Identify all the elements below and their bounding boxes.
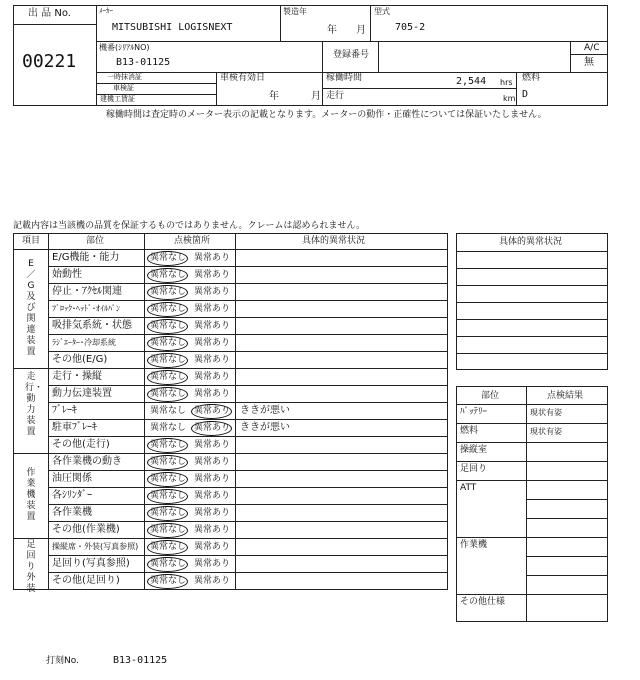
status-abnormal[interactable]: 異常あり (194, 542, 231, 552)
check-part-label: 足回り (460, 464, 488, 474)
group-label: 足回り外装 (26, 540, 36, 594)
mfg-year-unit-year: 年 (327, 25, 337, 36)
divider (322, 41, 323, 106)
row-part-label: その他(走行) (52, 439, 110, 450)
status-abnormal[interactable]: 異常あり (194, 304, 231, 314)
status-normal[interactable]: 異常なし (150, 253, 187, 263)
status-abnormal[interactable]: 異常あり (194, 491, 231, 501)
status-normal[interactable]: 異常なし (150, 372, 187, 382)
row-part-label: 走行・操縦 (52, 371, 102, 382)
row-part-label: 各作業機 (52, 507, 92, 518)
selected-normal-circle (147, 319, 188, 334)
divider (96, 5, 97, 106)
status-abnormal[interactable]: 異常あり (194, 389, 231, 399)
status-normal[interactable]: 異常なし (150, 508, 187, 518)
row-part-label: 各ｼﾘﾝﾀﾞｰ (52, 490, 92, 501)
divider (526, 499, 607, 500)
check-result-value: 現状有姿 (530, 427, 562, 436)
divider (526, 556, 607, 557)
table-row (48, 436, 448, 453)
row-part-label: E/G機能・能力 (52, 252, 120, 263)
selected-abnormal-circle (191, 421, 232, 436)
group-label: 走行・動力装置 (25, 372, 44, 437)
divider (457, 251, 607, 252)
selected-normal-circle (147, 574, 188, 589)
selected-normal-circle (147, 387, 188, 402)
divider (457, 461, 607, 462)
maker-value: MITSUBISHI LOGISNEXT (112, 22, 233, 33)
status-normal[interactable]: 異常なし (150, 287, 187, 297)
status-abnormal[interactable]: 異常あり (194, 457, 231, 467)
registration-no-label: 登録番号 (333, 50, 370, 60)
maker-label: ﾒｰｶｰ (99, 7, 113, 15)
divider (457, 302, 607, 303)
status-normal[interactable]: 異常なし (150, 457, 187, 467)
divider (457, 353, 607, 354)
fuel-value: D (522, 89, 529, 100)
distance-label: 走行 (326, 91, 345, 101)
row-part-label: ﾌﾞﾚｰｷ (52, 405, 77, 416)
mfg-year-unit-month: 月 (356, 25, 366, 36)
table-row (48, 470, 448, 487)
row-part-label: 吸排気系統・状態 (52, 320, 132, 331)
table-row (48, 402, 448, 419)
hours-unit: hrs (500, 78, 513, 87)
table-row (48, 351, 448, 368)
status-normal[interactable]: 異常なし (150, 406, 187, 416)
ac-value: 無 (584, 57, 594, 68)
divider (378, 41, 379, 72)
status-abnormal[interactable]: 異常あり (194, 355, 231, 365)
header-details: 具体的異常状況 (302, 236, 366, 246)
temp-cancel-cert-label: 一時抹消証 (107, 73, 142, 81)
divider (370, 5, 371, 41)
selected-normal-circle (147, 302, 188, 317)
divider (570, 54, 608, 55)
serial-value: B13-01125 (116, 57, 171, 68)
row-part-label: その他(作業機) (52, 524, 120, 535)
row-part-label: 足回り(写真参照) (52, 558, 130, 569)
selected-normal-circle (147, 336, 188, 351)
status-normal[interactable]: 異常なし (150, 389, 187, 399)
divider (280, 5, 281, 41)
mfg-year-label: 製造年 (283, 7, 307, 16)
inspection-table (13, 233, 448, 594)
selected-normal-circle (147, 489, 188, 504)
status-abnormal[interactable]: 異常あり (194, 321, 231, 331)
table-row (14, 538, 448, 555)
divider (526, 575, 607, 576)
right-header-result: 点検結果 (547, 391, 584, 401)
status-abnormal[interactable]: 異常あり (194, 474, 231, 484)
status-abnormal[interactable]: 異常あり (194, 372, 231, 382)
status-abnormal[interactable]: 異常あり (194, 525, 231, 535)
divider (457, 336, 607, 337)
check-part-label: その他仕様 (460, 597, 506, 607)
table-row (14, 453, 448, 470)
stamp-no-value: B13-01125 (113, 655, 168, 666)
selected-normal-circle (147, 268, 188, 283)
table-row (48, 419, 448, 436)
status-normal[interactable]: 異常なし (150, 355, 187, 365)
status-abnormal[interactable]: 異常あり (194, 559, 231, 569)
row-part-label: 油圧関係 (52, 473, 92, 484)
status-normal[interactable]: 異常なし (150, 474, 187, 484)
inspection-unit-year: 年 (269, 91, 279, 102)
status-normal[interactable]: 異常なし (150, 559, 187, 569)
row-detail: ききが悪い (240, 405, 290, 416)
selected-normal-circle (147, 251, 188, 266)
table-row (48, 266, 448, 283)
inspection-date-label: 車検有効日 (220, 73, 266, 83)
inspection-unit-month: 月 (311, 91, 321, 102)
row-part-label: 動力伝達装置 (52, 388, 112, 399)
table-row (48, 487, 448, 504)
right-abnormal-box (456, 233, 608, 370)
selected-normal-circle (147, 285, 188, 300)
selected-normal-circle (147, 472, 188, 487)
status-normal[interactable]: 異常なし (150, 542, 187, 552)
status-abnormal[interactable]: 異常あり (194, 253, 231, 263)
divider (457, 285, 607, 286)
status-normal[interactable]: 異常なし (150, 440, 187, 450)
row-part-label: 各作業機の動き (52, 456, 122, 467)
divider (457, 537, 607, 538)
divider (322, 88, 516, 89)
ac-label: A/C (584, 43, 600, 53)
row-part-label: 始動性 (52, 269, 82, 280)
stamp-no-label: 打刻No. (46, 656, 79, 666)
table-row (48, 283, 448, 300)
check-part-label: ATT (460, 483, 477, 493)
row-detail: ききが悪い (240, 422, 290, 433)
group-label: E／G及び関連装置 (26, 259, 36, 357)
table-row (48, 334, 448, 351)
operating-hours-label: 稼働時間 (326, 73, 363, 83)
right-abnormal-header: 具体的異常状況 (499, 237, 563, 247)
selected-normal-circle (147, 353, 188, 368)
table-row (48, 521, 448, 538)
table-row (48, 300, 448, 317)
status-abnormal[interactable]: 異常あり (194, 440, 231, 450)
table-row (48, 572, 448, 589)
selected-abnormal-circle (191, 404, 232, 419)
selected-normal-circle (147, 506, 188, 521)
check-result-value: 現状有姿 (530, 408, 562, 417)
status-normal[interactable]: 異常なし (150, 576, 187, 586)
selected-normal-circle (147, 540, 188, 555)
table-row (14, 249, 448, 266)
status-abnormal[interactable]: 異常あり (194, 270, 231, 280)
item-no-label: 出 品 No. (28, 8, 71, 19)
row-part-label: ﾌﾞﾛｯｸ･ﾍｯﾄﾞ･ｵｲﾙﾊﾟﾝ (52, 304, 120, 313)
status-normal[interactable]: 異常なし (150, 338, 187, 348)
disclaimer: 記載内容は当該機の品質を保証するものではありません。クレームは認められません。 (13, 221, 366, 231)
selected-normal-circle (147, 523, 188, 538)
vehicle-cert-label: 車検証 (113, 84, 134, 92)
check-part-label: 作業機 (460, 540, 488, 550)
status-normal[interactable]: 異常なし (150, 423, 187, 433)
status-normal[interactable]: 異常なし (150, 491, 187, 501)
distance-unit: km (503, 94, 516, 103)
status-abnormal[interactable]: 異常あり (194, 287, 231, 297)
inspection-rows (14, 234, 448, 594)
check-part-label: ﾊﾞｯﾃﾘｰ (460, 407, 488, 417)
table-row (48, 504, 448, 521)
right-check-result-box (456, 386, 608, 622)
status-normal[interactable]: 異常なし (150, 321, 187, 331)
status-abnormal[interactable]: 異常あり (194, 423, 231, 433)
status-normal[interactable]: 異常なし (150, 270, 187, 280)
check-part-label: 燃料 (460, 426, 479, 436)
row-part-label: 駐車ﾌﾞﾚｰｷ (52, 422, 97, 433)
status-abnormal[interactable]: 異常あり (194, 338, 231, 348)
divider (526, 518, 607, 519)
divider (457, 404, 607, 405)
table-row (48, 555, 448, 572)
operating-hours-value: 2,544 (456, 76, 487, 87)
construction-cert-label: 建機工賃証 (100, 95, 135, 103)
operating-hours-note: 稼働時間は査定時のメーター表示の記載となります。メーターの動作・正確性については保証いたしません。 (106, 110, 547, 120)
divider (570, 41, 571, 72)
fuel-label: 燃料 (522, 73, 541, 83)
divider (457, 423, 607, 424)
row-part-label: 停止・ｱｸｾﾙ関連 (52, 286, 122, 297)
serial-label: 機番(ｼﾘｱﾙNO) (99, 43, 150, 52)
divider (457, 319, 607, 320)
table-row (48, 385, 448, 402)
row-part-label: その他(足回り) (52, 575, 120, 586)
divider (96, 41, 608, 42)
divider (457, 480, 607, 481)
model-label: 型式 (374, 7, 390, 16)
row-part-label: その他(E/G) (52, 354, 108, 365)
right-header-part: 部位 (481, 391, 500, 401)
table-row (14, 368, 448, 385)
row-part-label: ﾗｼﾞｴｰﾀｰ･冷却系統 (52, 338, 116, 347)
selected-normal-circle (147, 557, 188, 572)
status-abnormal[interactable]: 異常あり (194, 508, 231, 518)
group-label: 作業機装置 (26, 468, 36, 522)
selected-normal-circle (147, 455, 188, 470)
table-row (48, 317, 448, 334)
status-normal[interactable]: 異常なし (150, 304, 187, 314)
row-part-label: 操縦席・外装(写真参照) (52, 542, 139, 551)
divider (457, 594, 607, 595)
status-abnormal[interactable]: 異常あり (194, 576, 231, 586)
status-abnormal[interactable]: 異常あり (194, 406, 231, 416)
divider (516, 72, 517, 106)
header-part: 部位 (86, 236, 105, 246)
header-item: 項目 (22, 236, 41, 246)
model-value: 705-2 (395, 22, 426, 33)
selected-normal-circle (147, 438, 188, 453)
status-normal[interactable]: 異常なし (150, 525, 187, 535)
selected-normal-circle (147, 370, 188, 385)
divider (457, 268, 607, 269)
header-inspection: 点検箇所 (174, 236, 211, 246)
divider (457, 442, 607, 443)
check-part-label: 操縦室 (460, 445, 488, 455)
divider (13, 24, 96, 25)
divider (216, 72, 217, 106)
item-no: 00221 (22, 51, 77, 72)
